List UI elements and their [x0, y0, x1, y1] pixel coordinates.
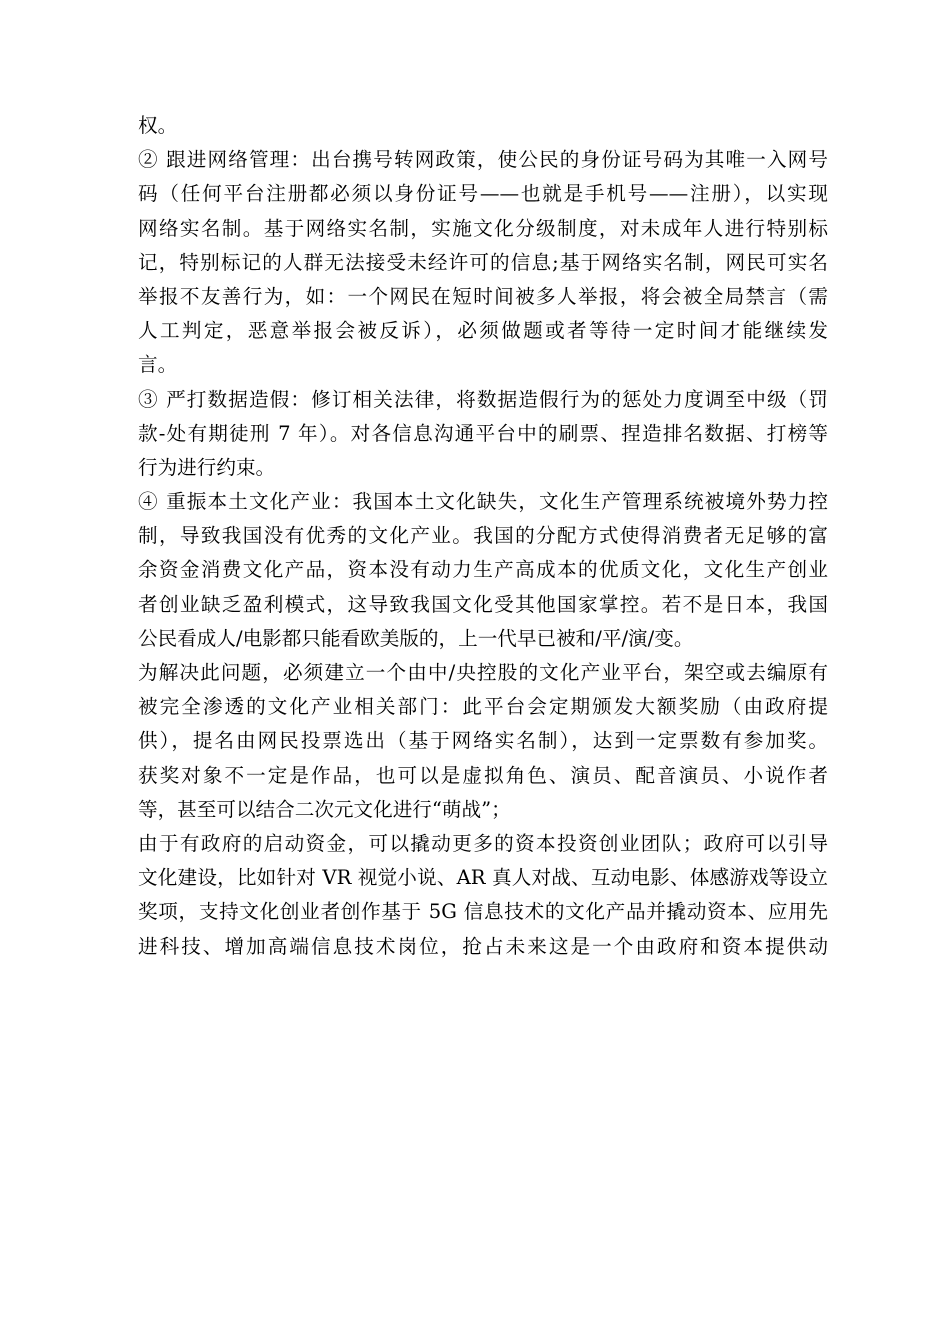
text-line: ③ 严打数据造假：修订相关法律，将数据造假行为的惩处力度调至中级（罚 [138, 387, 828, 411]
text-line: 码（任何平台注册都必须以身份证号——也就是手机号——注册），以实现 [138, 182, 828, 206]
document-body [138, 109, 828, 964]
text-line: 为解决此问题，必须建立一个由中/央控股的文化产业平台，架空或去编原有 [138, 661, 828, 684]
text-line: 记，特别标记的人群无法接受未经许可的信息;基于网络实名制，网民可实名 [138, 250, 828, 274]
text-line: 公民看成人/电影都只能看欧美版的，上一代早已被和/平/演/变。 [138, 626, 694, 650]
text-line: 制，导致我国没有优秀的文化产业。我国的分配方式使得消费者无足够的富 [138, 524, 828, 548]
text-line: 举报不友善行为，如：一个网民在短时间被多人举报，将会被全局禁言（需 [138, 284, 828, 308]
text-line: 由于有政府的启动资金，可以撬动更多的资本投资创业团队；政府可以引导 [138, 831, 828, 855]
text-line: 权。 [138, 114, 178, 137]
text-line: 款-处有期徒刑 7 年）。对各信息沟通平台中的刷票、捏造排名数据、打榜等 [138, 421, 828, 445]
text-line: 进科技、增加高端信息技术岗位，抢占未来这是一个由政府和资本提供动 [138, 934, 828, 958]
text-line: 被完全渗透的文化产业相关部门：此平台会定期颁发大额奖励（由政府提 [138, 695, 828, 719]
text-line: 等，甚至可以结合二次元文化进行“萌战”； [138, 797, 511, 821]
text-line: 获奖对象不一定是作品，也可以是虚拟角色、演员、配音演员、小说作者 [138, 763, 828, 787]
text-line: 文化建设，比如针对 VR 视觉小说、AR 真人对战、互动电影、体感游戏等设立 [138, 866, 828, 890]
text-line: 网络实名制。基于网络实名制，实施文化分级制度，对未成年人进行特别标 [138, 216, 828, 240]
text-line: 奖项，支持文化创业者创作基于 5G 信息技术的文化产品并撬动资本、应用先 [138, 900, 828, 924]
text-line: 余资金消费文化产品，资本没有动力生产高成本的优质文化，文化生产创业 [138, 558, 828, 582]
text-line: 人工判定，恶意举报会被反诉），必须做题或者等待一定时间才能继续发 [138, 319, 828, 343]
text-line: 者创业缺乏盈利模式，这导致我国文化受其他国家掌控。若不是日本，我国 [138, 592, 828, 616]
text-line: 供），提名由网民投票选出（基于网络实名制），达到一定票数有参加奖。 [138, 729, 828, 753]
text-line: ② 跟进网络管理：出台携号转网政策，使公民的身份证号码为其唯一入网号 [138, 148, 828, 172]
text-line: 言。 [138, 353, 178, 377]
text-line: 行为进行约束。 [138, 455, 276, 479]
text-line: ④ 重振本土文化产业：我国本土文化缺失，文化生产管理系统被境外势力控 [138, 490, 828, 514]
